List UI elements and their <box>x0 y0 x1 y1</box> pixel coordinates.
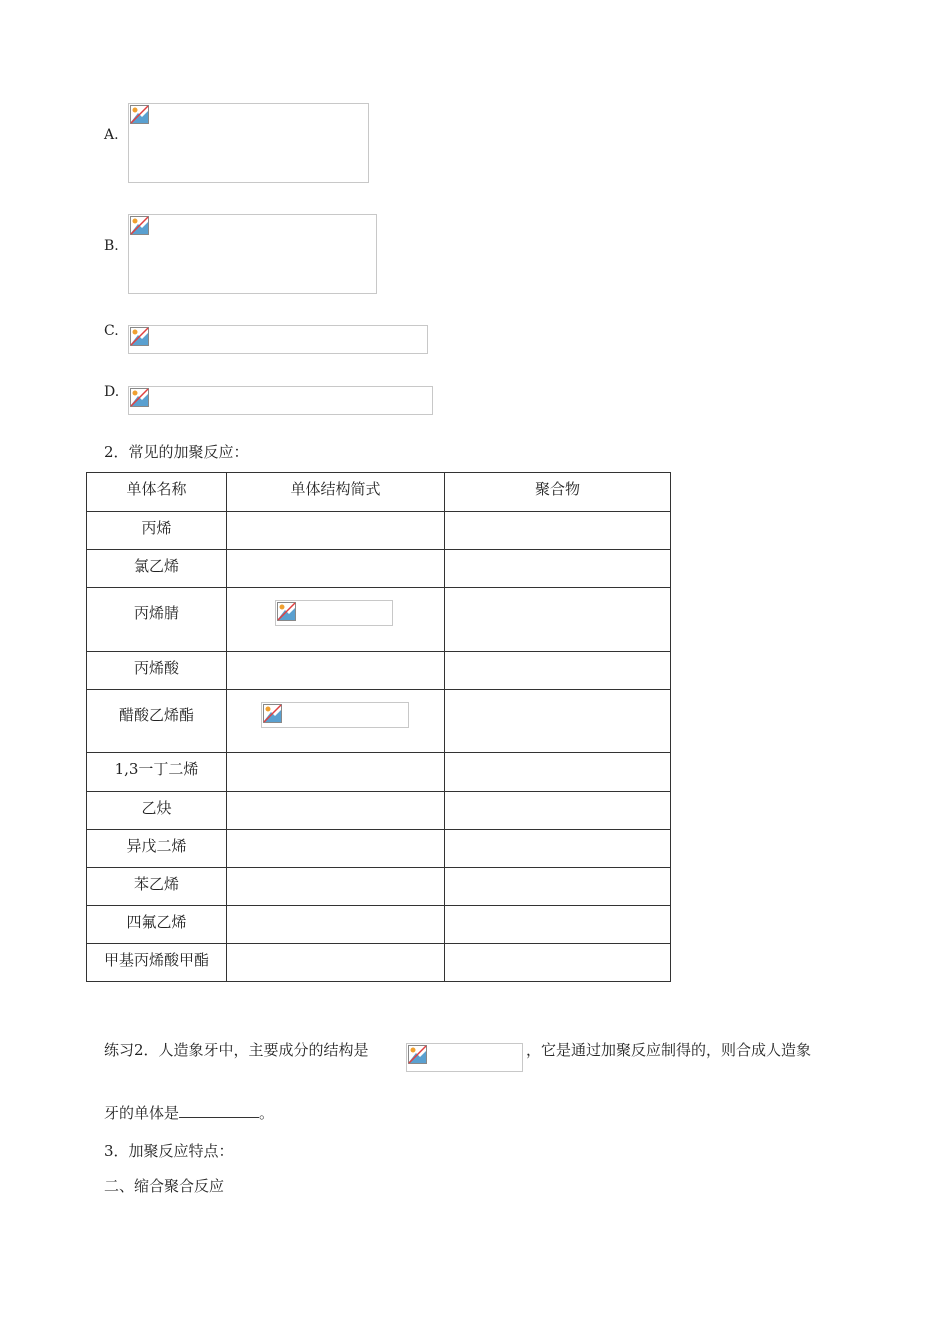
polymer-cell <box>445 588 671 652</box>
broken-image-icon <box>277 602 296 621</box>
acrylonitrile-formula-image <box>275 600 393 626</box>
table-row <box>87 588 671 652</box>
table-row <box>87 944 671 982</box>
condensation-polymerization-heading: 二、缩合聚合反应 <box>104 1177 225 1195</box>
table-row <box>87 690 671 753</box>
formula-cell <box>227 690 445 753</box>
section-2-heading: 2．常见的加聚反应： <box>104 443 249 461</box>
monomer-name-cell: 丙烯 <box>87 512 227 550</box>
polymer-cell <box>445 792 671 830</box>
broken-image-icon <box>130 327 149 346</box>
option-a-label: A. <box>104 127 119 143</box>
exercise-2-line-2 <box>104 1102 274 1123</box>
formula-cell <box>227 944 445 982</box>
header-monomer-formula: 单体结构简式 <box>227 473 445 512</box>
monomer-name-cell: 苯乙烯 <box>87 868 227 906</box>
option-b-label: B. <box>104 238 119 254</box>
polymer-cell <box>445 690 671 753</box>
polymer-cell <box>445 550 671 588</box>
broken-image-icon <box>130 388 149 407</box>
polymer-cell <box>445 753 671 792</box>
header-monomer-name: 单体名称 <box>87 473 227 512</box>
option-b-image <box>128 214 377 294</box>
polymer-cell <box>445 512 671 550</box>
ivory-structure-image <box>406 1043 523 1072</box>
table-row <box>87 830 671 868</box>
broken-image-icon <box>130 216 149 235</box>
exercise-2-line-1 <box>104 1039 369 1060</box>
table-row <box>87 512 671 550</box>
polymer-table <box>86 472 671 982</box>
table-row <box>87 906 671 944</box>
vinyl-acetate-formula-image <box>261 702 409 728</box>
table-row <box>87 868 671 906</box>
monomer-name-cell: 甲基丙烯酸甲酯 <box>87 944 227 982</box>
option-c-image <box>128 325 428 354</box>
formula-cell <box>227 792 445 830</box>
monomer-name-cell: 氯乙烯 <box>87 550 227 588</box>
broken-image-icon <box>263 704 282 723</box>
formula-cell <box>227 588 445 652</box>
table-row <box>87 550 671 588</box>
exercise-2-text-b: ，它是通过加聚反应制得的，则合成人造象 <box>526 1041 812 1059</box>
formula-cell <box>227 652 445 690</box>
option-d-image <box>128 386 433 415</box>
polymer-cell <box>445 944 671 982</box>
formula-cell <box>227 868 445 906</box>
formula-cell <box>227 550 445 588</box>
formula-cell <box>227 830 445 868</box>
answer-blank[interactable] <box>179 1102 259 1118</box>
broken-image-icon <box>130 105 149 124</box>
monomer-name-cell: 丙烯腈 <box>87 588 227 652</box>
table-header-row <box>87 473 671 512</box>
formula-cell <box>227 906 445 944</box>
monomer-name-cell: 乙炔 <box>87 792 227 830</box>
monomer-name-cell: 异戊二烯 <box>87 830 227 868</box>
polymer-cell <box>445 906 671 944</box>
exercise-2-text-a: 练习2．人造象牙中，主要成分的结构是 <box>104 1041 369 1059</box>
table-row <box>87 652 671 690</box>
exercise-2-text-d: 。 <box>259 1104 275 1122</box>
option-a-image <box>128 103 369 183</box>
formula-cell <box>227 512 445 550</box>
exercise-2-text-c: 牙的单体是 <box>104 1104 180 1122</box>
header-polymer: 聚合物 <box>445 473 671 512</box>
broken-image-icon <box>408 1045 427 1064</box>
formula-cell <box>227 753 445 792</box>
polymer-cell <box>445 868 671 906</box>
monomer-name-cell: 醋酸乙烯酯 <box>87 690 227 753</box>
polymer-cell <box>445 830 671 868</box>
polymer-cell <box>445 652 671 690</box>
table-row <box>87 792 671 830</box>
monomer-name-cell: 1,3一丁二烯 <box>87 753 227 792</box>
monomer-name-cell: 丙烯酸 <box>87 652 227 690</box>
table-row <box>87 753 671 792</box>
option-d-label: D. <box>104 384 120 400</box>
section-3-heading: 3．加聚反应特点： <box>104 1142 234 1160</box>
monomer-name-cell: 四氟乙烯 <box>87 906 227 944</box>
option-c-label: C. <box>104 323 119 339</box>
